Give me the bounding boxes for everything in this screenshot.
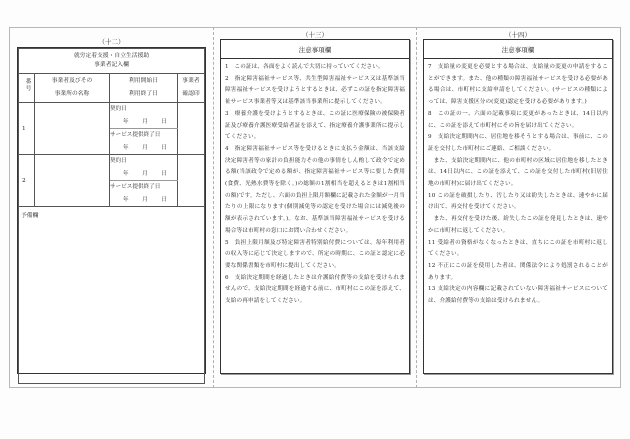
contract-date: 年 月 日 bbox=[123, 118, 171, 125]
heading-line-2: 事業者記入欄 bbox=[94, 62, 129, 68]
note-item: 6 支給決定期間を経過したときは介護給付費等の支給を受けられませんので、支給決定期間を経過する前に、市町村にこの証を添えて、支給の再申請をしてください。 bbox=[225, 274, 405, 305]
panel-title-14: （十四） bbox=[505, 31, 531, 39]
col-confirm-line-2: 確認印 bbox=[182, 91, 200, 97]
service-end-date: 年 月 日 bbox=[123, 144, 171, 151]
col-provider bbox=[35, 74, 110, 103]
col-end-label: 利用終了日 bbox=[129, 91, 158, 97]
note-item: 2 指定障害福祉サービス等、共生型障害福祉サービス又は基準該当障害福祉サービスを受けようとするときは、必ずこの証を指定障害福祉サービス事業者等又は基準該当事業所に提示してください。 bbox=[225, 75, 405, 106]
note-item: 1 この証は、各面をよく読んで大切に持っていてください。 bbox=[225, 64, 384, 70]
note-item: 13 支給決定の内容欄に記載されていない障害福祉サービスについては、介護給付費等の支給は受けられません。 bbox=[428, 286, 608, 305]
col-number-label: 番号 bbox=[24, 78, 30, 92]
col-number bbox=[19, 74, 35, 103]
note-item: 12 不正にこの証を使用した者は、関係法令により処罰されることがあります。 bbox=[428, 262, 608, 281]
memo-field[interactable] bbox=[19, 207, 205, 384]
row-number: 1 bbox=[19, 103, 35, 155]
registration-table bbox=[18, 48, 205, 384]
notes-heading: 注意事項欄 bbox=[221, 40, 409, 59]
service-end-label: サービス提供終了日 bbox=[110, 132, 161, 138]
confirm-seal-cell[interactable] bbox=[178, 155, 205, 207]
notes-box-13 bbox=[220, 39, 410, 374]
note-item: 3 療養介護を受けようとするときは、この証に医療保険の被保険者証及び療養介護医療受給者証を添えて、指定療養介護事業所に提示してください。 bbox=[225, 110, 405, 141]
provider-entry-table bbox=[17, 47, 206, 374]
note-item: 10 この証を破損したり、汚したり又は紛失したときは、速やかに届け出て、再交付を受けてください。 bbox=[428, 192, 608, 211]
notes-box-14 bbox=[423, 39, 613, 374]
col-start-label: 利用開始日 bbox=[129, 78, 158, 84]
confirm-seal-cell[interactable] bbox=[178, 103, 205, 155]
note-item: また、支給決定期間内に、他の市町村の区域に居住地を移したときは、14日以内に、この証を添えて、この証を交付した市町村(旧居住地の市町村)に届け出てください。 bbox=[428, 157, 608, 188]
col-provider-line-1: 事業者及びその bbox=[51, 78, 93, 84]
table-row bbox=[19, 155, 205, 181]
note-item: 8 この証の一、六面の記載事項に変更があったときは、14日以内に、この証を添えて市町村にその旨を届け出てください。 bbox=[428, 110, 608, 129]
table-heading bbox=[19, 49, 205, 74]
heading-line-1: 就労定着支援・自立生活援助 bbox=[73, 53, 150, 59]
col-confirm bbox=[178, 74, 205, 103]
fold-line-2 bbox=[416, 27, 417, 388]
row-number: 2 bbox=[19, 155, 35, 207]
note-item: 7 支給量の変更を必要とする場合は、支給量の変更の申請をすることができます。また、他の種類の障害福祉サービスを受ける必要がある場合は、市町村に支給申請をしてください。(サービスの種類によっては、障害支援区分の(変更)認定を受ける必要があります。) bbox=[428, 64, 608, 106]
notes-heading: 注意事項欄 bbox=[424, 40, 612, 59]
note-item: 5 負担上限月額及び特定障害者特別給付費については、毎年利用者の収入等に応じて決定しますので、所定の時期に、この証と認定に必要な関係書類を市町村に提出してください。 bbox=[225, 239, 405, 269]
panel-title-12: （十二） bbox=[98, 38, 125, 46]
provider-name-cell[interactable] bbox=[35, 155, 110, 207]
table-row bbox=[19, 103, 205, 129]
contract-date-cell[interactable] bbox=[110, 155, 178, 181]
col-dates bbox=[110, 74, 178, 103]
notes-list bbox=[221, 59, 409, 308]
col-confirm-line-1: 事業者 bbox=[182, 78, 200, 84]
service-end-date-cell[interactable] bbox=[110, 181, 178, 207]
contract-label: 契約日 bbox=[110, 158, 127, 164]
service-end-date: 年 月 日 bbox=[123, 196, 171, 203]
note-item: 9 支給決定期間内に、居住地を移そうとする場合は、事前に、この証を交付した市町村にご連絡、ご相談ください。 bbox=[428, 134, 608, 152]
fold-line-1 bbox=[213, 27, 214, 388]
notes-list bbox=[424, 59, 612, 308]
note-item: 4 指定障害福祉サービス等を受けるときに支払う金額は、当該支給決定障害者等の家計の負担能力その他の事情をしん酌して政令で定める額(当該政令で定める額が、指定障害福祉サービス等に要した費用(食費、光熱水費等を除く。)の総額の1割相当を超えるときは1割相当の額)です。ただし、六面の負担上限月額欄に記載された金額が一月当たりの上限になります(個別減免等の認定を受けた場合には減免後の額が表示されています。)。なお、基準該当障害福祉サービスを受ける場合等は市町村の窓口にお問い合わせください。 bbox=[225, 145, 405, 234]
col-provider-line-2: 事業所の名称 bbox=[54, 91, 90, 97]
service-end-date-cell[interactable] bbox=[110, 129, 178, 155]
memo-label: 予備欄 bbox=[21, 213, 39, 219]
contract-date-cell[interactable] bbox=[110, 103, 178, 129]
contract-date: 年 月 日 bbox=[123, 170, 171, 177]
provider-name-cell[interactable] bbox=[35, 103, 110, 155]
note-item: 11 受給者の資格がなくなったときは、直ちにこの証を市町村に返してください。 bbox=[428, 239, 608, 258]
panel-title-13: （十三） bbox=[302, 31, 328, 39]
note-item: また、再交付を受けた後、紛失したこの証を発見したときは、速やかに市町村に返してください。 bbox=[428, 216, 608, 234]
contract-label: 契約日 bbox=[110, 106, 127, 112]
service-end-label: サービス提供終了日 bbox=[110, 184, 161, 190]
